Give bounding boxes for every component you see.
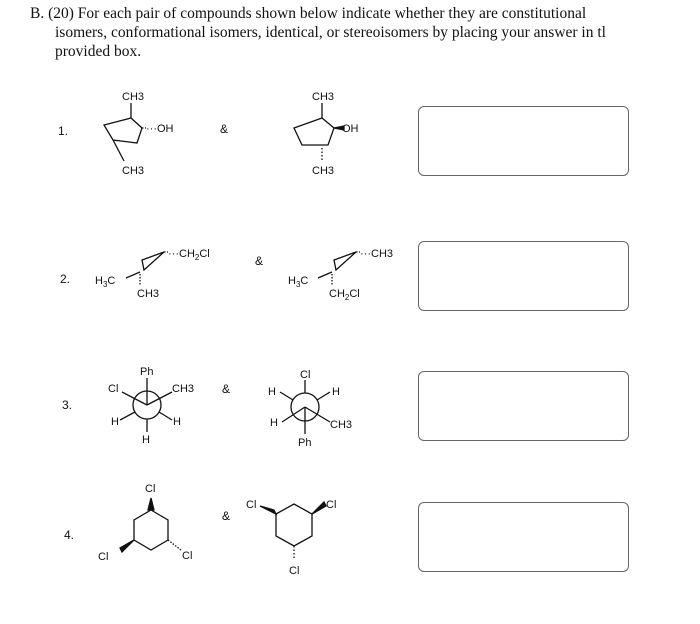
mol1l-oh-label: ···OH (146, 123, 174, 135)
mol4r-cl-right-label: Cl (326, 499, 337, 511)
mol1r-ch3-bottom-label: CH3 (312, 165, 335, 177)
mol2l-ch2cl-label: $\cdot\cdot\cdot CH_2Cl$ (168, 248, 210, 262)
mol4l-cl-top-label: Cl (145, 483, 156, 495)
molecule-3-right (260, 362, 370, 457)
ampersand-4: & (222, 509, 231, 523)
problem-number-2: 2. (60, 272, 71, 286)
molecule-2-right (284, 240, 424, 310)
mol1r-oh-label: OH (342, 123, 359, 135)
problem-number-3: 3. (62, 398, 73, 412)
mol2r-ch3-label: ···CH3 (360, 248, 394, 260)
mol3r-ch3-label: CH3 (330, 419, 353, 431)
question-header (30, 4, 700, 61)
answer-box-3[interactable] (418, 371, 629, 441)
molecule-3-left (100, 360, 210, 455)
header-line-1: B. (20) For each pair of compounds shown below indicate whether they are constitutional (30, 5, 587, 22)
mol4l-cl-left-label: Cl (98, 551, 109, 563)
header-line-2: isomers, conformational isomers, identical, or stereoisomers by placing your answer in tl (55, 24, 606, 41)
mol3l-h-bottom-label: H (142, 434, 150, 446)
header-line-3: provided box. (55, 43, 142, 60)
molecule-1-right (282, 88, 382, 188)
mol1l-ch3-top-label: CH3 (122, 91, 145, 103)
molecule-4-left (96, 478, 216, 573)
mol2l-ch3-label: CH3 (137, 288, 160, 300)
mol4l-cl-right-label: Cl (182, 550, 193, 562)
ampersand-3: & (222, 382, 231, 396)
mol2r-h3c-label: $H_3C$ (288, 275, 309, 289)
mol3r-ph-label: Ph (298, 437, 312, 449)
mol4r-cl-left-label: Cl (246, 499, 257, 511)
mol2r-ch2cl-label: $CH_2Cl$ (329, 288, 360, 302)
molecule-1-left (90, 88, 180, 188)
mol3l-cl-label: Cl (108, 383, 119, 395)
mol3l-ch3-label: CH3 (172, 383, 195, 395)
ampersand-2: & (255, 254, 264, 268)
molecule-2-left (92, 240, 232, 310)
answer-box-1[interactable] (418, 106, 629, 176)
problem-number-1: 1. (58, 124, 69, 138)
mol4r-cl-bottom-label: Cl (289, 565, 300, 577)
mol3l-h-right-label: H (173, 416, 181, 428)
mol3l-ph-label: Ph (140, 366, 154, 378)
molecule-4-right (246, 496, 366, 586)
mol2l-h3c-label: $H_3C$ (95, 275, 116, 289)
answer-box-4[interactable] (418, 502, 629, 572)
problem-number-4: 4. (64, 528, 75, 542)
answer-box-2[interactable] (418, 241, 629, 311)
mol3l-h-left-label: H (111, 416, 119, 428)
mol3r-h-topleft-label: H (268, 386, 276, 398)
mol3r-cl-label: Cl (300, 369, 311, 381)
mol1r-ch3-top-label: CH3 (312, 91, 335, 103)
mol3r-h-topright-label: H (332, 386, 340, 398)
mol1l-ch3-bottom-label: CH3 (122, 165, 145, 177)
mol3r-h-left-label: H (270, 417, 278, 429)
ampersand-1: & (220, 122, 229, 136)
